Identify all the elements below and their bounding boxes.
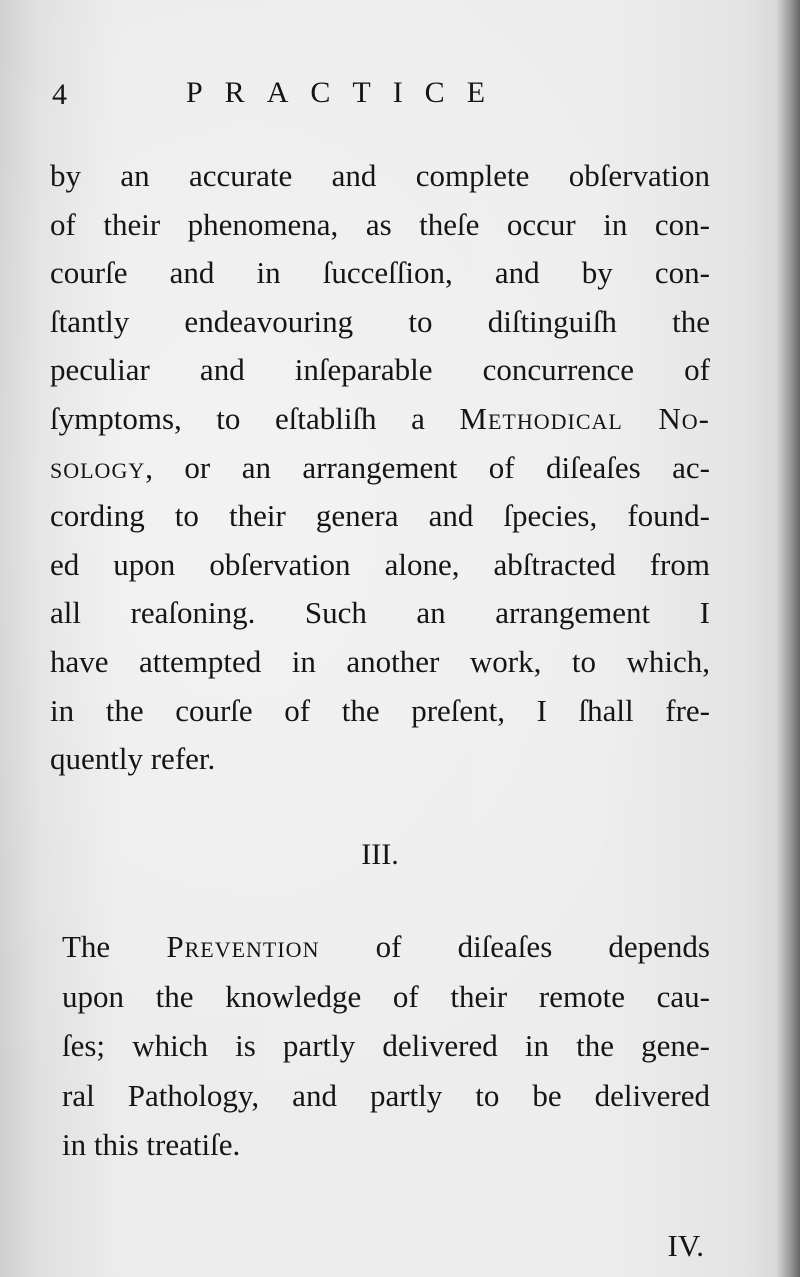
text-line: all reaſoning. Such an arrangement I bbox=[50, 595, 710, 631]
paragraph-1 bbox=[50, 152, 710, 784]
text-line: sology, or an arrangement of diſeaſes ac- bbox=[50, 449, 710, 485]
prevention-term: Prevention bbox=[166, 929, 320, 964]
text-line: by an accurate and complete obſervation bbox=[50, 158, 710, 193]
page-number: 4 bbox=[52, 78, 67, 111]
text-line: courſe and in ſucceſſion, and by con- bbox=[50, 255, 710, 291]
text-line: ed upon obſervation alone, abſtracted from bbox=[50, 546, 710, 582]
catchword: IV. bbox=[667, 1228, 704, 1263]
methodical-nosology-term: Methodical No- bbox=[459, 400, 710, 436]
text-line: ſtantly endeavouring to diſtinguiſh the bbox=[50, 303, 710, 339]
text-line: ſes; which is partly delivered in the gene- bbox=[62, 1028, 710, 1063]
page-binding-shadow bbox=[776, 0, 800, 1277]
text-line: ſymptoms, to eſtabliſh a Methodical No- bbox=[50, 400, 710, 436]
text-line: in this treatiſe. bbox=[62, 1127, 241, 1162]
text-line: The Prevention of diſeaſes depends bbox=[62, 929, 710, 964]
text-line: peculiar and inſeparable concurrence of bbox=[50, 352, 710, 388]
text-line: upon the knowledge of their remote cau- bbox=[62, 978, 710, 1014]
text-line: quently refer. bbox=[50, 741, 216, 777]
text-line: cording to their genera and ſpecies, found- bbox=[50, 498, 710, 534]
running-head: PRACTICE bbox=[186, 76, 508, 109]
paragraph-2 bbox=[62, 922, 710, 1170]
text-line: have attempted in another work, to which, bbox=[50, 643, 710, 679]
section-number: III. bbox=[361, 838, 399, 871]
text-line: of their phenomena, as theſe occur in con- bbox=[50, 206, 710, 242]
text-line: in the courſe of the preſent, I ſhall fre- bbox=[50, 692, 710, 728]
text-line: ral Pathology, and partly to be delivered bbox=[62, 1077, 710, 1113]
nosology-term-continued: sology bbox=[50, 449, 146, 485]
